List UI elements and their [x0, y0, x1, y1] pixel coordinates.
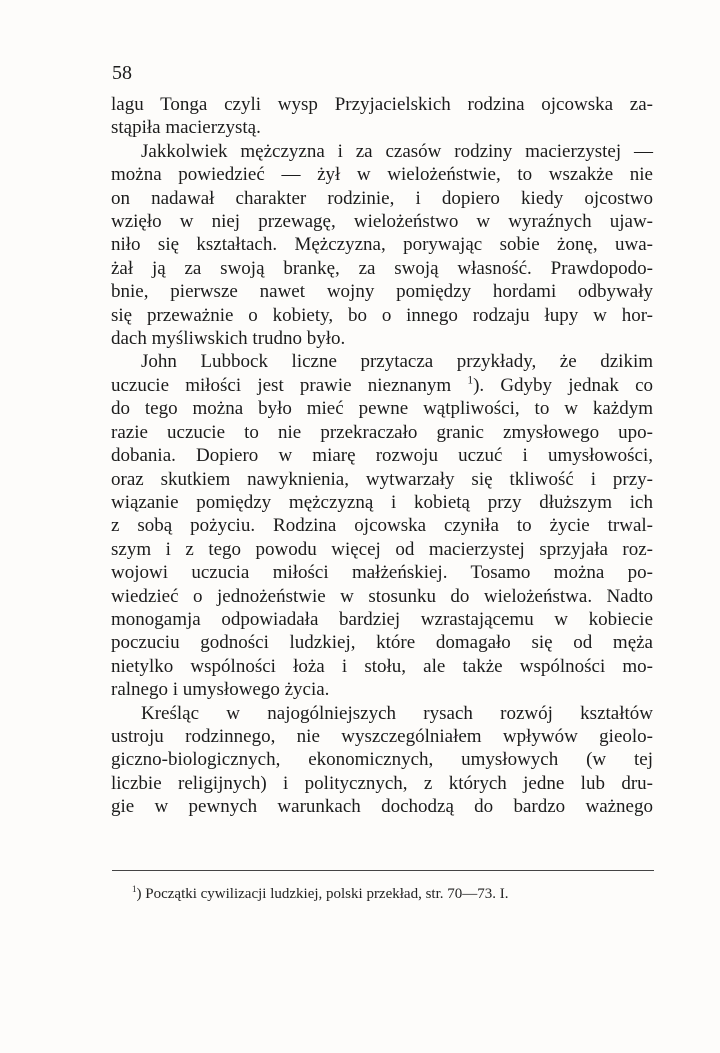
footnote-marker: 1	[132, 884, 137, 894]
text-line: Jakkolwiek mężczyzna i za czasów rodziny macierzystej —	[141, 140, 653, 162]
text-line: ralnego i umysłowego życia.	[111, 679, 330, 701]
footnote-reference[interactable]: 1	[467, 374, 474, 387]
text-line: wzięło w niej przewagę, wielożeństwo w wyraźnych ujaw-	[111, 211, 653, 233]
text-line: szym i z tego powodu więcej od macierzystej sprzyjała roz-	[111, 538, 653, 560]
text-line: bnie, pierwsze nawet wojny pomiędzy hordami odbywały	[111, 281, 653, 303]
text-line: można powiedzieć — żył w wielożeństwie, to wszakże nie	[111, 164, 653, 186]
body-text	[111, 93, 653, 819]
footnote-marker-paren: )	[136, 886, 142, 902]
text-line: on nadawał charakter rodzinie, i dopiero kiedy ojcostwo	[111, 187, 653, 209]
text-line: lagu Tonga czyli wysp Przyjacielskich rodzina ojcowska za-	[111, 94, 653, 115]
text-line: razie uczucie to nie przekraczało granic zmysłowego upo-	[111, 421, 653, 443]
text-line: dach myśliwskich trudno było.	[111, 328, 346, 350]
text-line: monogamja odpowiadała bardziej wzrastającemu w kobiecie	[111, 608, 653, 630]
text-line-with-footnote-ref	[111, 374, 653, 397]
footnote-divider	[112, 870, 654, 871]
text-line: dobania. Dopiero w miarę rozwoju uczuć i umysłowości,	[111, 445, 653, 467]
text-line: Kreśląc w najogólniejszych rysach rozwój kształtów	[141, 702, 653, 724]
text-line: się przeważnie o kobiety, bo o innego rodzaju łupy w hor-	[111, 304, 653, 326]
text-line: z sobą pożyciu. Rodzina ojcowska czyniła to życie trwal-	[111, 515, 653, 537]
footnote-text: Początki cywilizacji ludzkiej, polski przekład, str. 70—73. I.	[145, 886, 509, 902]
text-line: liczbie religijnych) i politycznych, z których jedne lub dru-	[111, 772, 653, 794]
text-line: John Lubbock liczne przytacza przykłady, że dzikim	[141, 351, 653, 373]
text-line: stąpiła macierzystą.	[111, 117, 261, 139]
footnote	[132, 886, 509, 903]
text-fragment: uczucie miłości jest prawie nieznanym	[111, 374, 452, 396]
text-line: wiedzieć o jednożeństwie w stosunku do wielożeństwa. Nadto	[111, 585, 653, 607]
text-line: nietylko wspólności łoża i stołu, ale także wspólności mo-	[111, 655, 653, 677]
text-line: poczuciu godności ludzkiej, które domagało się od męża	[111, 632, 653, 654]
text-line: gie w pewnych warunkach dochodzą do bardzo ważnego	[111, 796, 653, 818]
text-fragment: ). Gdyby jednak co	[473, 374, 654, 396]
text-line: żał ją za swoją brankę, za swoją własność. Prawdopodo-	[111, 257, 653, 279]
text-line: ustroju rodzinnego, nie wyszczególniałem wpływów gieolo-	[111, 725, 653, 747]
text-line: niło się kształtach. Mężczyzna, porywając sobie żonę, uwa-	[111, 234, 653, 256]
text-line: do tego można było mieć pewne wątpliwości, to w każdym	[111, 398, 653, 420]
text-line: wojowi uczucia miłości małżeńskiej. Tosamo można po-	[111, 562, 653, 584]
text-line: oraz skutkiem nawyknienia, wytwarzały się tkliwość i przy-	[111, 468, 653, 490]
text-line: wiązanie pomiędzy mężczyzną i kobietą przy dłuższym ich	[111, 491, 653, 513]
text-line: giczno-biologicznych, ekonomicznych, umysłowych (w tej	[111, 749, 653, 771]
page-number: 58	[112, 62, 132, 84]
